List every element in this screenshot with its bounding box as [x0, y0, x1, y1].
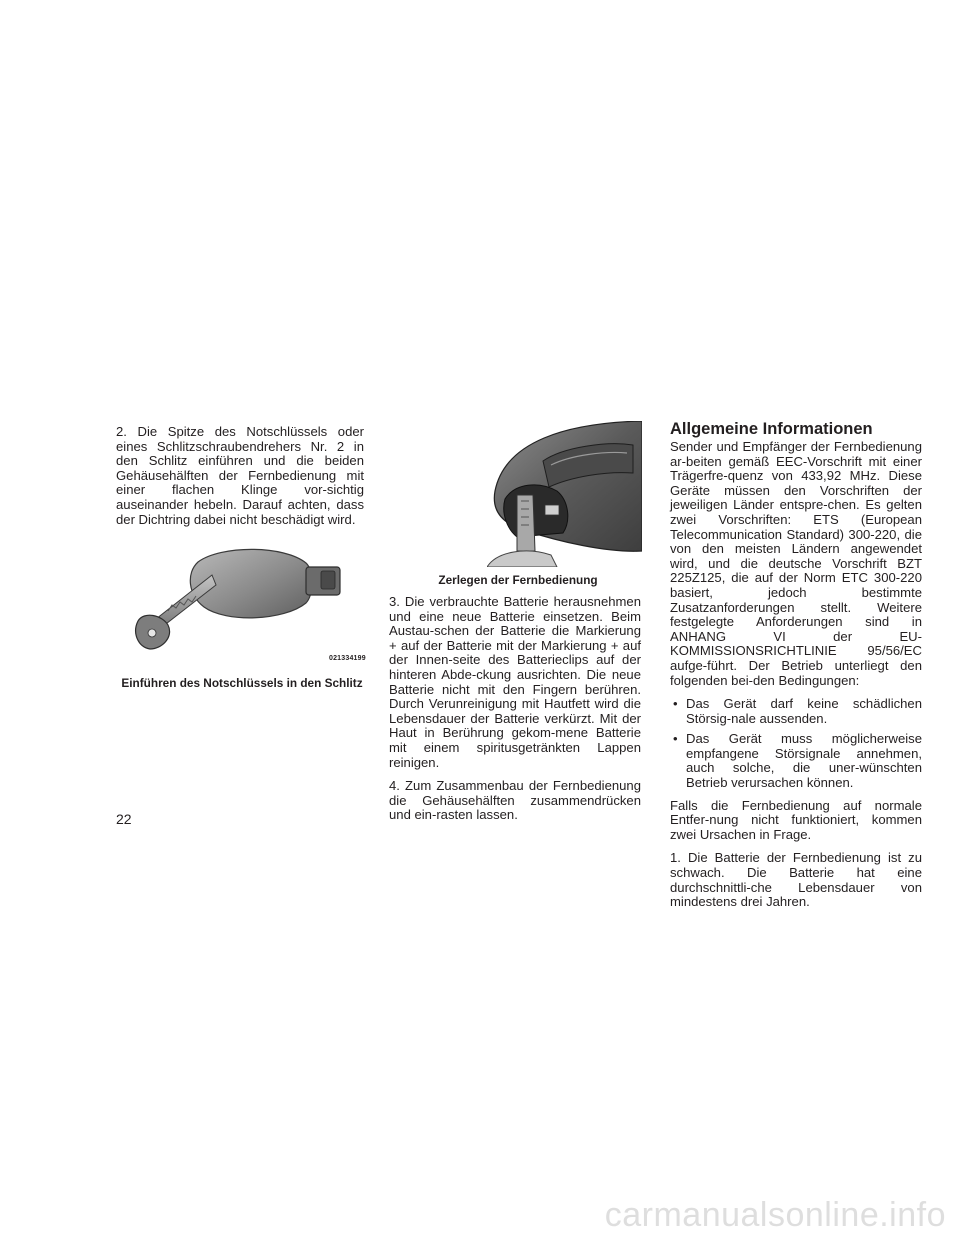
bullet-icon: •: [673, 731, 678, 747]
figure-caption: Zerlegen der Fernbedienung: [438, 573, 598, 587]
bullet-icon: •: [673, 696, 678, 712]
disassembled-fob-illustration: [487, 421, 642, 567]
step-4-paragraph: 4. Zum Zusammenbau der Fernbedienung die Gehäusehälften zusammendrücken und ein-rasten lassen.: [389, 778, 641, 823]
conditions-list: [670, 697, 922, 791]
list-item-text: Das Gerät muss möglicherweise empfangene Störsignale annehmen, auch solche, die uner-wünschten Betrieb verursachen können.: [686, 731, 922, 791]
figure-disassemble: [487, 421, 642, 567]
list-item: [670, 732, 922, 790]
figure-caption: Einführen des Notschlüssels in den Schlitz: [121, 676, 363, 690]
list-item: [670, 697, 922, 726]
figure-code: 021334198: [605, 553, 642, 560]
list-item-text: Das Gerät darf keine schädlichen Störsig-nale aussenden.: [686, 696, 922, 726]
column-right: [670, 421, 922, 919]
figure-code: 021334199: [329, 655, 366, 662]
section-heading: Allgemeine Informationen: [670, 420, 873, 438]
page-number: 22: [116, 811, 132, 827]
column-middle: [389, 595, 641, 832]
step-2-paragraph: 2. Die Spitze des Notschlüssels oder eines Schlitzschraubendrehers Nr. 2 in den Schlitz einführen und die beiden Gehäusehälften der Fernbedienung mit einer flachen Klinge vor-sichtig auseinander hebeln. Darauf achten, dass der Dichtring dabei nicht beschädigt wird.: [116, 424, 364, 527]
watermark: carmanualsonline.info: [604, 1196, 946, 1234]
intro-paragraph: Sender und Empfänger der Fernbedienung ar-beiten gemäß EEC-Vorschrift mit einer Trägerfre-quenz von 433,92 MHz. Diese Geräte müssen den Vorschriften der jeweiligen Länder entspre-chen. Es gelten zwei Vorschriften: ETS (European Telecommunication Standard) 300-220, die von den meisten Ländern angewendet wird, und die deutsche Vorschrift BZT 225Z125, die auf der Norm ETC 300-220 basiert, jedoch bestimmte Zusatzanforderungen stellt. Weitere festgelegte Anforderungen sind in ANHANG VI der EU-KOMMISSIONSRICHTLINIE 95/56/EC aufge-führt. Der Betrieb unterliegt den folgenden bei-den Bedingungen:: [670, 439, 922, 688]
range-paragraph: Falls die Fernbedienung auf normale Entfer-nung nicht funktioniert, kommen zwei Ursachen in Frage.: [670, 797, 922, 842]
figure-insert-key: [116, 537, 366, 667]
cause-1-paragraph: 1. Die Batterie der Fernbedienung ist zu schwach. Die Batterie hat eine durchschnittli-che Lebensdauer von mindestens drei Jahren.: [670, 850, 922, 910]
column-left: [116, 425, 364, 536]
key-fob-with-key-illustration: [116, 537, 366, 667]
step-3-paragraph: 3. Die verbrauchte Batterie herausnehmen und eine neue Batterie einsetzen. Beim Austau-schen der Batterie die Markierung + auf der Batterie mit der Markierung + auf der Innen-seite des Batterieclips auf der hinteren Abde-ckung ausrichten. Die neue Batterie nicht mit den Fingern berühren. Durch Verunreinigung mit Hautfett wird die Lebensdauer der Batterie verkürzt. Mit der Haut in Berührung gekom-mene Batterie mit einem spiritusgetränkten Lappen reinigen.: [389, 594, 641, 770]
